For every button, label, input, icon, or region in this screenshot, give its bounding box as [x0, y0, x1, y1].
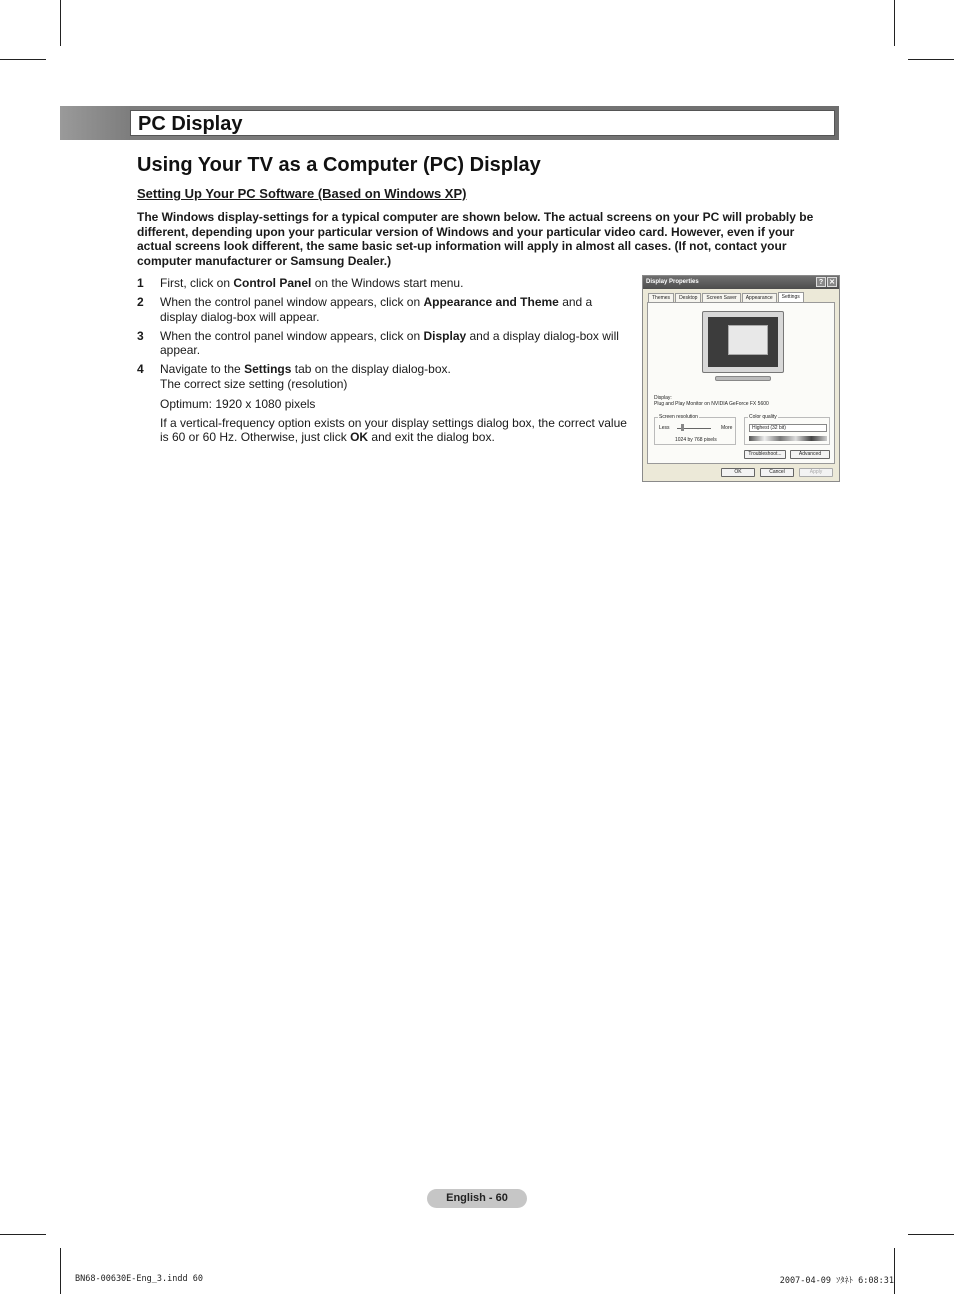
step-text-pre: When the control panel window appears, click on — [160, 295, 424, 310]
dialog-tabs — [648, 293, 805, 302]
step-3 — [137, 329, 627, 358]
tab-desktop[interactable]: Desktop — [675, 293, 701, 302]
color-quality-caption: Color quality — [749, 414, 777, 420]
step-4 — [137, 362, 627, 391]
intro-paragraph: The Windows display-settings for a typical computer are shown below. The actual screens on your PC will probably be different, depending upon your particular version of Windows and your particular video card. However, even if your actual screens look different, the same basic set-up information will apply in almost all cases. (If not, contact your computer manufacturer or Samsung Dealer.) — [137, 210, 814, 268]
step-text-bold: Display — [423, 328, 467, 343]
crop-mark — [60, 0, 61, 46]
step-text-pre: First, click on — [160, 276, 234, 290]
tab-appearance[interactable]: Appearance — [742, 293, 777, 302]
step-text-post: and a display dialog-box will appear. — [160, 328, 619, 358]
page-title: Using Your TV as a Computer (PC) Display — [137, 154, 541, 176]
step-text-bold: Control Panel — [233, 276, 312, 290]
apply-button[interactable]: Apply — [799, 468, 833, 477]
display-value: Plug and Play Monitor on NVIDIA GeForce FX 5600 — [654, 401, 769, 407]
more-label: More — [721, 425, 733, 431]
step-text — [160, 276, 627, 291]
crop-mark — [908, 1234, 954, 1235]
troubleshoot-button[interactable]: Troubleshoot... — [744, 450, 786, 459]
ok-button[interactable]: OK — [721, 468, 755, 477]
step-text-pre: Navigate to the — [160, 362, 245, 377]
section-header-box — [130, 110, 835, 136]
date-slug: 2007-04-09 ｿﾀﾈﾄ 6:08:31 — [779, 1276, 894, 1286]
step-text-post: tab on the display dialog-box. — [291, 362, 451, 377]
steps-list — [137, 276, 627, 449]
step-text — [160, 329, 627, 358]
section-header-bar — [60, 106, 839, 140]
color-quality-group — [744, 414, 830, 445]
crop-mark — [894, 0, 895, 46]
monitor-screen — [708, 317, 778, 367]
optimum-resolution: Optimum: 1920 x 1080 pixels — [160, 396, 316, 411]
frequency-note — [160, 416, 627, 445]
frequency-note-bold: OK — [350, 430, 369, 445]
help-icon[interactable]: ? — [816, 277, 826, 287]
step-text-bold: Appearance and Theme — [423, 295, 559, 310]
tab-screen-saver[interactable]: Screen Saver — [702, 293, 740, 302]
resolution-value: 1024 by 768 pixels — [675, 437, 717, 443]
resolution-slider-thumb[interactable] — [681, 424, 684, 431]
step-text-post: and a display dialog-box will appear. — [160, 295, 593, 324]
less-label: Less — [659, 425, 670, 431]
screen-resolution-caption: Screen resolution — [659, 414, 698, 420]
display-label: Display: — [654, 395, 672, 401]
subheading: Setting Up Your PC Software (Based on Windows XP) — [137, 186, 467, 201]
cancel-button[interactable]: Cancel — [760, 468, 794, 477]
section-title: PC Display — [138, 113, 243, 135]
step-2 — [137, 295, 627, 324]
step-text-bold: Settings — [244, 362, 292, 377]
display-properties-dialog — [642, 275, 840, 482]
dialog-title: Display Properties — [646, 279, 699, 285]
step-number: 4 — [137, 362, 144, 377]
dialog-title-bar — [643, 276, 839, 289]
monitor-icon — [702, 311, 784, 373]
step-1 — [137, 276, 627, 291]
step-text — [160, 362, 627, 391]
monitor-stand — [715, 376, 771, 381]
settings-panel — [647, 302, 835, 464]
frequency-note-pre: If a vertical-frequency option exists on your display settings dialog box, the correct value is 60 or 60 Hz. Otherwise, just click — [160, 415, 627, 445]
crop-mark — [0, 1234, 46, 1235]
close-icon[interactable]: ✕ — [827, 277, 837, 287]
color-quality-preview — [749, 436, 827, 441]
step-number: 2 — [137, 295, 144, 310]
tab-settings[interactable]: Settings — [778, 292, 804, 302]
advanced-button[interactable]: Advanced — [790, 450, 830, 459]
color-quality-select[interactable]: Highest (32 bit) — [749, 424, 827, 432]
frequency-note-post: and exit the dialog box. — [368, 430, 495, 445]
crop-mark — [0, 59, 46, 60]
resolution-line: The correct size setting (resolution) — [160, 377, 348, 392]
step-number: 3 — [137, 328, 144, 343]
step-text-post: on the Windows start menu. — [311, 276, 464, 290]
crop-mark — [60, 1248, 61, 1294]
display-info — [654, 395, 769, 407]
crop-mark — [908, 59, 954, 60]
step-number: 1 — [137, 276, 144, 290]
file-slug: BN68-00630E-Eng_3.indd 60 — [75, 1274, 203, 1284]
step-text-pre: When the control panel window appears, click on — [160, 328, 424, 343]
screen-resolution-group — [654, 414, 736, 445]
tab-themes[interactable]: Themes — [648, 293, 674, 302]
monitor-window-preview — [728, 325, 768, 355]
page-number-badge: English - 60 — [427, 1189, 527, 1208]
step-text — [160, 295, 627, 324]
crop-mark — [894, 1248, 895, 1294]
